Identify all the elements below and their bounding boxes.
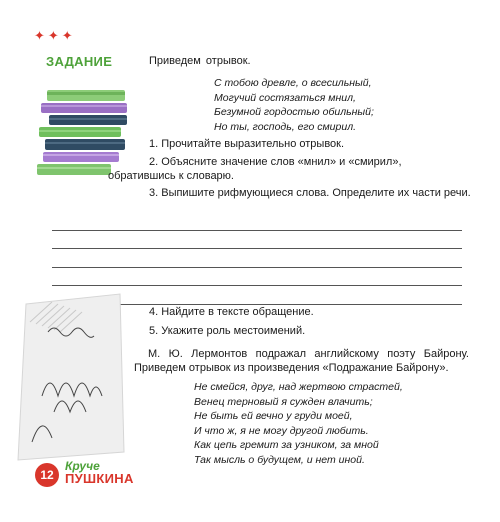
poem-line: Не быть ей вечно у груди моей, [194, 410, 353, 423]
poem-line: И что ж, я не могу другой любить. [194, 424, 369, 437]
question-5: 5. Укажите роль местоимений. [149, 325, 306, 337]
question-2: 2. Объясните значение слов «мнил» и «смирил», обратившись к словарю. [108, 156, 402, 182]
book-spine [41, 103, 127, 113]
brand-logo [65, 460, 134, 486]
poem-line: Венец терновый я сужден влачить; [194, 395, 373, 408]
poem-line: С тобою древле, о всесильный, [214, 77, 372, 89]
question-4: 4. Найдите в тексте обращение. [149, 306, 314, 318]
poem-line: Но ты, господь, его смирил. [214, 120, 357, 133]
answer-line [52, 268, 462, 287]
poem-line: Безумной гордостью обильный; [214, 106, 374, 118]
task-heading: ЗАДАНИЕ [46, 54, 113, 69]
poem-excerpt-1 [214, 76, 374, 134]
answer-line [52, 231, 462, 250]
page-number: 12 [35, 463, 59, 487]
book-spine [47, 90, 125, 101]
logo-line-1: Круче [65, 459, 100, 473]
poem-excerpt-2 [194, 380, 403, 468]
answer-line [52, 212, 462, 231]
book-spine [45, 139, 125, 150]
poem-line: Так мысль о будущем, и нет иной. [194, 453, 365, 466]
book-spine [39, 127, 121, 137]
question-1: 1. Прочитайте выразительно отрывок. [149, 138, 345, 150]
answer-line [52, 249, 462, 268]
question-3: 3. Выпишите рифмующиеся слова. Определите их части речи. [149, 187, 471, 199]
intro-text: Приведем отрывок. [149, 55, 251, 67]
poem-line: Как цепь гремит за узником, за мной [194, 439, 379, 452]
paper-scribble-illustration [12, 292, 128, 464]
decorative-stars: ✦✦✦ [34, 28, 76, 43]
book-spine [49, 115, 127, 125]
book-spine [37, 164, 111, 175]
logo-line-2: ПУШКИНА [65, 471, 134, 486]
poem-line: Не смейся, друг, над жертвою страстей, [194, 381, 403, 393]
poem-line: Могучий состязаться мнил, [214, 91, 356, 104]
byron-paragraph: М. Ю. Лермонтов подражал английскому поэту Байрону. Приведем отрывок из произведения «Подражание Байрону». [134, 348, 469, 374]
